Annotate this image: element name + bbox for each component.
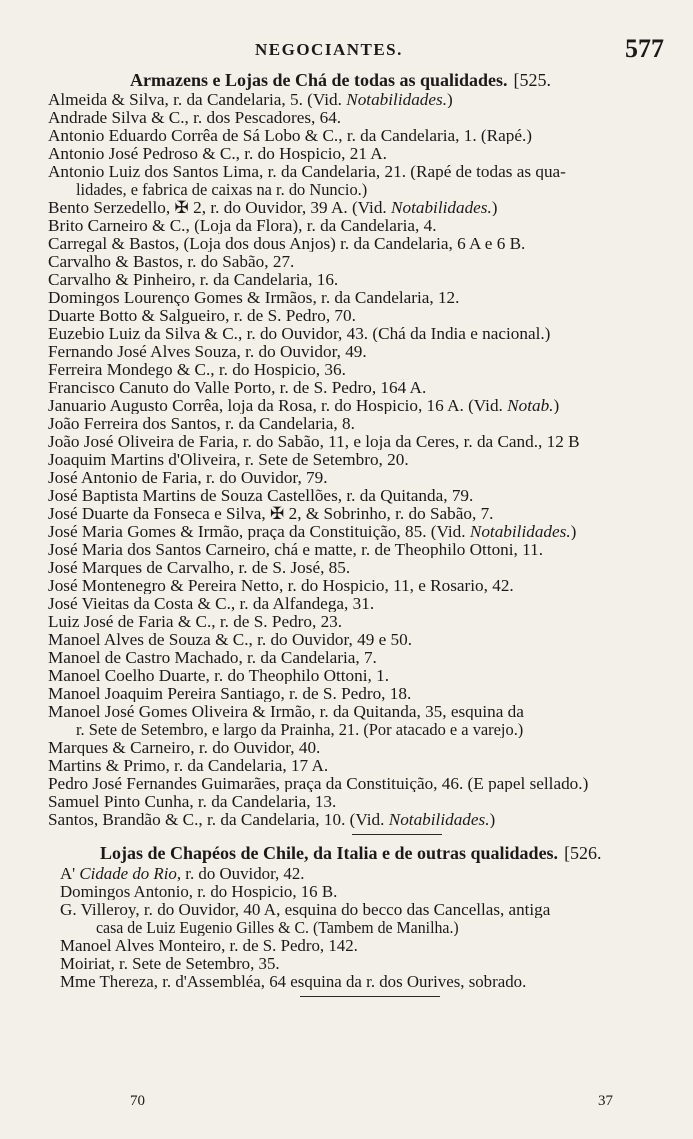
- list-item: G. Villeroy, r. do Ouvidor, 40 A, esquina do becco das Cancellas, antiga: [60, 901, 551, 919]
- list-item: Manoel Coelho Duarte, r. do Theophilo Ottoni, 1.: [48, 667, 389, 685]
- list-item: Moiriat, r. Sete de Setembro, 35.: [60, 955, 280, 973]
- list-item: Brito Carneiro & C., (Loja da Flora), r. da Candelaria, 4.: [48, 217, 437, 235]
- section-heading-hats: [100, 843, 602, 864]
- list-item: Antonio Eduardo Corrêa de Sá Lobo & C., r. da Candelaria, 1. (Rapé.): [48, 127, 532, 145]
- list-item: José Maria Gomes & Irmão, praça da Constituição, 85. (Vid. Notabilidades.): [48, 523, 577, 541]
- list-item: Manoel Joaquim Pereira Santiago, r. de S. Pedro, 18.: [48, 685, 412, 703]
- list-item: Manoel José Gomes Oliveira & Irmão, r. da Quitanda, 35, esquina da: [48, 703, 524, 721]
- list-item: João Ferreira dos Santos, r. da Candelaria, 8.: [48, 415, 355, 433]
- section-heading-tea: [130, 70, 551, 91]
- list-item: Mme Thereza, r. d'Assembléa, 64 esquina da r. dos Ourives, sobrado.: [60, 973, 527, 991]
- list-item: Carvalho & Pinheiro, r. da Candelaria, 16.: [48, 271, 339, 289]
- list-item: Antonio José Pedroso & C., r. do Hospicio, 21 A.: [48, 145, 387, 163]
- list-item: José Antonio de Faria, r. do Ouvidor, 79.: [48, 469, 328, 487]
- list-item: Domingos Lourenço Gomes & Irmãos, r. da Candelaria, 12.: [48, 289, 460, 307]
- list-item: Marques & Carneiro, r. do Ouvidor, 40.: [48, 739, 321, 757]
- list-item: Fernando José Alves Souza, r. do Ouvidor, 49.: [48, 343, 367, 361]
- list-item: João José Oliveira de Faria, r. do Sabão, 11, e loja da Ceres, r. da Cand., 12 B: [48, 433, 580, 451]
- list-item: José Vieitas da Costa & C., r. da Alfandega, 31.: [48, 595, 375, 613]
- section-divider: [300, 996, 440, 997]
- list-item: Pedro José Fernandes Guimarães, praça da Constituição, 46. (E papel sellado.): [48, 775, 589, 793]
- section-title: Lojas de Chapéos de Chile, da Italia e de outras qualidades.: [100, 843, 559, 863]
- list-item: Bento Serzedello, ✠ 2, r. do Ouvidor, 39 A. (Vid. Notabilidades.): [48, 199, 498, 217]
- list-item: Duarte Botto & Salgueiro, r. de S. Pedro, 70.: [48, 307, 356, 325]
- section-title: Armazens e Lojas de Chá de todas as qualidades.: [130, 70, 508, 90]
- list-item: Manoel de Castro Machado, r. da Candelaria, 7.: [48, 649, 377, 667]
- list-item: Januario Augusto Corrêa, loja da Rosa, r. do Hospicio, 16 A. (Vid. Notab.): [48, 397, 560, 415]
- list-item: José Maria dos Santos Carneiro, chá e matte, r. de Theophilo Ottoni, 11.: [48, 541, 543, 559]
- list-item: José Marques de Carvalho, r. de S. José, 85.: [48, 559, 351, 577]
- section-number: [526.: [564, 843, 602, 863]
- list-item: José Duarte da Fonseca e Silva, ✠ 2, & Sobrinho, r. do Sabão, 7.: [48, 505, 494, 523]
- page-header: [0, 34, 693, 64]
- list-item: Andrade Silva & C., r. dos Pescadores, 64.: [48, 109, 342, 127]
- list-item: Samuel Pinto Cunha, r. da Candelaria, 13.: [48, 793, 337, 811]
- list-item: Ferreira Mondego & C., r. do Hospicio, 36.: [48, 361, 346, 379]
- list-item: A' Cidade do Rio, r. do Ouvidor, 42.: [60, 865, 305, 883]
- list-item: Manoel Alves Monteiro, r. de S. Pedro, 142.: [60, 937, 358, 955]
- list-item: Manoel Alves de Souza & C., r. do Ouvidor, 49 e 50.: [48, 631, 413, 649]
- footer-signature-left: 70: [130, 1093, 145, 1109]
- list-item: Almeida & Silva, r. da Candelaria, 5. (Vid. Notabilidades.): [48, 91, 453, 109]
- section-number: [525.: [513, 70, 552, 90]
- page-number: 577: [625, 34, 664, 63]
- list-item: Carregal & Bastos, (Loja dos dous Anjos) r. da Candelaria, 6 A e 6 B.: [48, 235, 526, 253]
- list-item-continuation: casa de Luiz Eugenio Gilles & C. (Tambem de Manilha.): [96, 919, 459, 937]
- list-item: Domingos Antonio, r. do Hospicio, 16 B.: [60, 883, 338, 901]
- running-title: NEGOCIANTES.: [255, 40, 403, 59]
- list-item-continuation: r. Sete de Setembro, e largo da Prainha, 21. (Por atacado e a varejo.): [76, 721, 524, 739]
- list-item: Carvalho & Bastos, r. do Sabão, 27.: [48, 253, 295, 271]
- list-item-continuation: lidades, e fabrica de caixas na r. do Nuncio.): [76, 181, 368, 199]
- list-item: Antonio Luiz dos Santos Lima, r. da Candelaria, 21. (Rapé de todas as qua-: [48, 163, 566, 181]
- list-item: Luiz José de Faria & C., r. de S. Pedro, 23.: [48, 613, 343, 631]
- list-item: Martins & Primo, r. da Candelaria, 17 A.: [48, 757, 329, 775]
- section-divider: [352, 834, 442, 835]
- list-item: José Montenegro & Pereira Netto, r. do Hospicio, 11, e Rosario, 42.: [48, 577, 514, 595]
- list-item: Joaquim Martins d'Oliveira, r. Sete de Setembro, 20.: [48, 451, 409, 469]
- footer-signature-right: 37: [598, 1093, 613, 1109]
- list-item: Santos, Brandão & C., r. da Candelaria, 10. (Vid. Notabilidades.): [48, 811, 496, 829]
- list-item: José Baptista Martins de Souza Castellões, r. da Quitanda, 79.: [48, 487, 474, 505]
- list-item: Francisco Canuto do Valle Porto, r. de S. Pedro, 164 A.: [48, 379, 427, 397]
- list-item: Euzebio Luiz da Silva & C., r. do Ouvidor, 43. (Chá da India e nacional.): [48, 325, 551, 343]
